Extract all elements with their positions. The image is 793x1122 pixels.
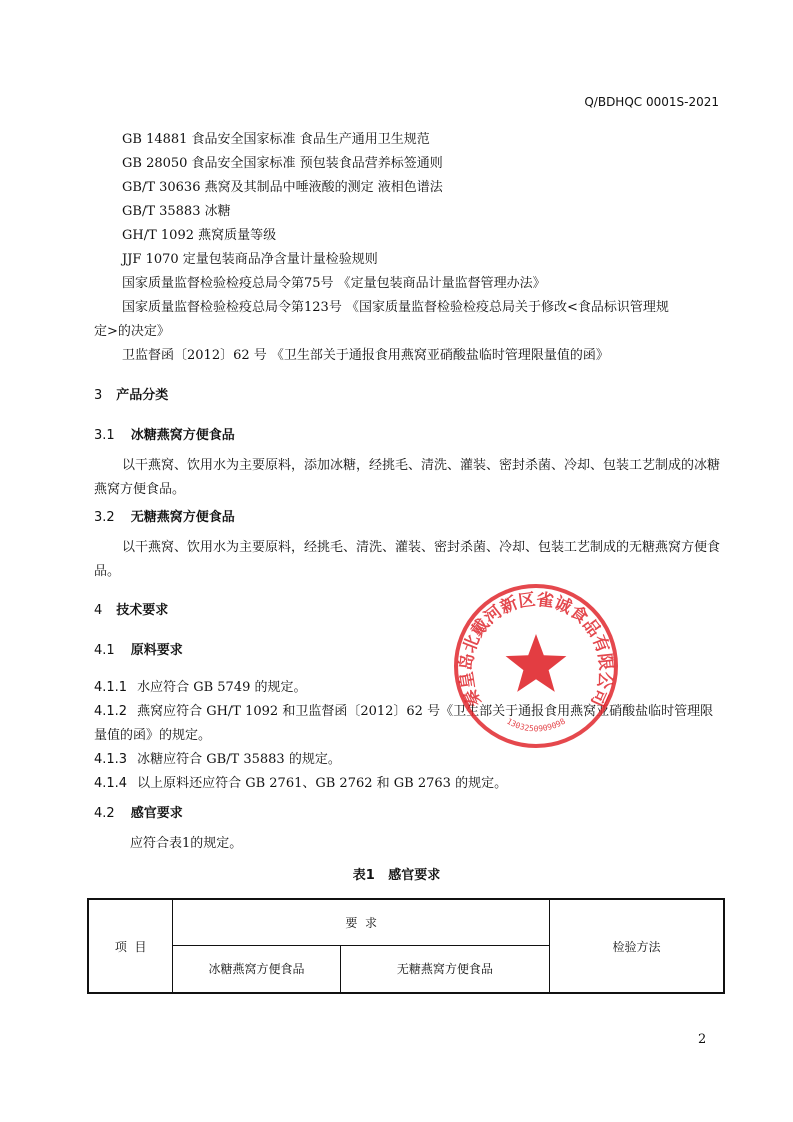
reference-item: GB/T 35883 冰糖 xyxy=(122,204,231,219)
section-heading-4-2 xyxy=(94,806,183,822)
table-caption: 表1 感官要求 xyxy=(352,868,441,883)
section-title: 技术要求 xyxy=(116,603,169,618)
clause-4-1-1: 4.1.1 水应符合 GB 5749 的规定。 xyxy=(94,680,307,695)
section-heading-4 xyxy=(94,603,168,619)
section-title: 无糖燕窝方便食品 xyxy=(130,510,235,525)
paragraph-3-1: 以干燕窝、饮用水为主要原料，添加冰糖，经挑毛、清洗、灌装、密封杀菌、冷却、包装工艺制成的冰糖燕窝方便食品。 xyxy=(94,458,721,497)
table-subheader-sugarfree: 无糖燕窝方便食品 xyxy=(340,945,549,993)
section-number: 4.2 xyxy=(94,806,115,821)
reference-item: GB/T 30636 燕窝及其制品中唾液酸的测定 液相色谱法 xyxy=(122,180,443,195)
document-code: Q/BDHQC 0001S-2021 xyxy=(584,95,719,109)
section-number: 3.2 xyxy=(94,510,115,525)
seal-number: 1303250909098 xyxy=(505,716,567,734)
table-header-method: 检验方法 xyxy=(550,899,724,993)
clause-4-1-2: 4.1.2 燕窝应符合 GH/T 1092 和卫监督函〔2012〕62 号《卫生部关于通报食用燕窝亚硝酸盐临时管理限量值的函》的规定。 xyxy=(94,704,714,743)
section-heading-4-1 xyxy=(94,643,183,659)
section-title: 感官要求 xyxy=(130,806,183,821)
section-number: 4.1 xyxy=(94,643,115,658)
section-number: 3 xyxy=(94,388,103,403)
reference-item: 卫监督函〔2012〕62 号 《卫生部关于通报食用燕窝亚硝酸盐临时管理限量值的函》 xyxy=(122,348,609,363)
table-subheader-sugar: 冰糖燕窝方便食品 xyxy=(173,945,340,993)
section-number: 3.1 xyxy=(94,428,115,443)
table-header-item: 项 目 xyxy=(88,899,173,993)
clause-4-1-3: 4.1.3 冰糖应符合 GB/T 35883 的规定。 xyxy=(94,752,341,767)
section-title: 产品分类 xyxy=(116,388,169,403)
company-seal xyxy=(452,582,620,750)
reference-item: 国家质量监督检验检疫总局令第123号 《国家质量监督检验检疫总局关于修改<食品标识管理规 xyxy=(122,300,669,315)
paragraph-3-2: 以干燕窝、饮用水为主要原料，经挑毛、清洗、灌装、密封杀菌、冷却、包装工艺制成的无糖燕窝方便食品。 xyxy=(94,540,721,579)
seal-text: 秦皇岛北戴河新区雀诚食品有限公司 xyxy=(456,589,616,710)
clause-4-1-4: 4.1.4 以上原料还应符合 GB 2761、GB 2762 和 GB 2763 的规定。 xyxy=(94,776,508,791)
sensory-requirements-table xyxy=(87,898,725,994)
reference-item-continuation: 定>的决定》 xyxy=(94,324,170,339)
reference-item: GH/T 1092 燕窝质量等级 xyxy=(122,228,277,243)
reference-item: GB 14881 食品安全国家标准 食品生产通用卫生规范 xyxy=(122,132,430,147)
reference-item: JJF 1070 定量包装商品净含量计量检验规则 xyxy=(122,252,378,267)
section-number: 4 xyxy=(94,603,103,618)
reference-item: GB 28050 食品安全国家标准 预包装食品营养标签通则 xyxy=(122,156,443,171)
seal-star-icon xyxy=(506,634,567,692)
section-heading-3-2 xyxy=(94,510,235,526)
section-title: 原料要求 xyxy=(130,643,183,658)
reference-item: 国家质量监督检验检疫总局令第75号 《定量包装商品计量监督管理办法》 xyxy=(122,276,546,291)
page-number: 2 xyxy=(698,1032,707,1047)
table-header-requirements: 要 求 xyxy=(173,899,550,945)
paragraph-4-2: 应符合表1的规定。 xyxy=(130,836,243,851)
section-heading-3-1 xyxy=(94,428,235,444)
section-heading-3 xyxy=(94,388,168,404)
section-title: 冰糖燕窝方便食品 xyxy=(130,428,235,443)
